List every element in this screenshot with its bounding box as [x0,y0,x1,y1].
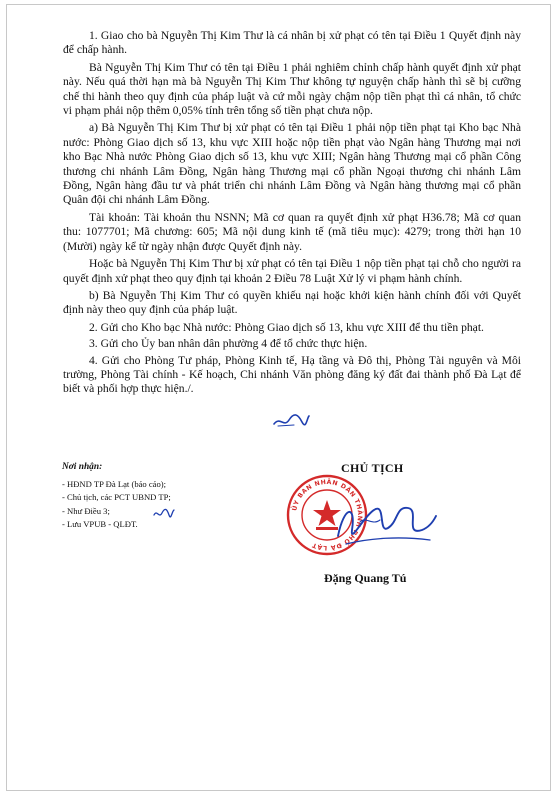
document-body [63,29,521,400]
seal-text: ỦY BAN NHÂN DÂN THÀNH PHỐ ĐÀ LẠT [291,478,364,552]
recipient-item: - HĐND TP Đà Lạt (báo cáo); [62,478,167,489]
signer-name: Đặng Quang Tú [324,571,407,585]
archive-initial-scribble [153,507,175,521]
paragraph-5: Hoặc bà Nguyễn Thị Kim Thư bị xử phạt có tên tại Điều 1 nộp tiền phạt tại chỗ cho người ra quyết định xử phạt theo quy định tại khoản 2 Điều 78 Luật Xử lý vi phạm hành chính. [63,257,521,285]
recipient-item: - Lưu VPUB - QLĐT. [62,519,138,530]
recipients-block [62,461,282,532]
paragraph-7: 2. Gửi cho Kho bạc Nhà nước: Phòng Giao dịch số 13, khu vực XIII để thu tiền phạt. [89,320,484,334]
recipient-item: - Chủ tịch, các PCT UBND TP; [62,492,171,503]
paragraph-6: b) Bà Nguyễn Thị Kim Thư có quyền khiếu nại hoặc khởi kiện hành chính đối với Quyết định này theo quy định của pháp luật. [63,288,521,317]
handwritten-signature-icon [330,486,440,556]
paragraph-9: 4. Gửi cho Phòng Tư pháp, Phòng Kinh tế, Hạ tầng và Đô thị, Phòng Tài nguyên và Môi trường, Phòng Tài chính - Kế hoạch, Chi nhánh Văn phòng đăng ký đất đai thành phố Đà Lạt để biết và phối hợp thực hiện./. [63,353,521,396]
initial-scribble [272,412,310,430]
paragraph-2: Bà Nguyễn Thị Kim Thư có tên tại Điều 1 phải nghiêm chỉnh chấp hành quyết định xử phạt này. Nếu quá thời hạn mà bà Nguyễn Thị Kim Thư không tự nguyện chấp hành thì sẽ bị cưỡng chế thi hành theo quy định của pháp luật và cứ mỗi ngày chậm nộp tiền phạt thì cá nhân, tổ chức vi phạm phải nộp thêm 0,05% tính trên tổng số tiền phạt chưa nộp. [63,60,521,118]
paragraph-1: 1. Giao cho bà Nguyễn Thị Kim Thư là cá nhân bị xử phạt có tên tại Điều 1 Quyết định này để chấp hành. [63,29,521,57]
paragraph-8: 3. Gửi cho Ủy ban nhân dân phường 4 để tổ chức thực hiện. [89,337,368,351]
recipient-item: - Như Điều 3; [62,505,110,516]
signer-title: CHỦ TỊCH [341,461,404,475]
recipients-heading: Nơi nhận: [62,462,103,472]
paragraph-3: a) Bà Nguyễn Thị Kim Thư bị xử phạt có tên tại Điều 1 phải nộp tiền phạt tại Kho bạc Nhà nước: Phòng Giao dịch số 13, khu vực XIII hoặc nộp tiền phạt vào Ngân hàng Thương mại nơi kho Bạc Nhà nước Phòng Giao dịch số 13, khu vực XIII; Ngân hàng Thương mại cổ phần Công thương chi nhánh Lâm Đồng, Ngân hàng Thương mại cổ phần Ngoại thương chi nhánh Lâm Đồng, Ngân hàng đầu tư và phát triển chi nhánh Lâm Đồng và Ngân hàng thương mại cổ phần Quân đội chi nhánh Lâm Đồng. [63,121,521,207]
paragraph-4: Tài khoản: Tài khoản thu NSNN; Mã cơ quan ra quyết định xử phạt H36.78; Mã cơ quan thu: 1077701; Mã chương: 605; Mã nội dung kinh tế (mã tiêu mục): 4279; trong thời hạn 10 (Mười) ngày kể từ ngày nhận được Quyết định này. [63,210,521,253]
